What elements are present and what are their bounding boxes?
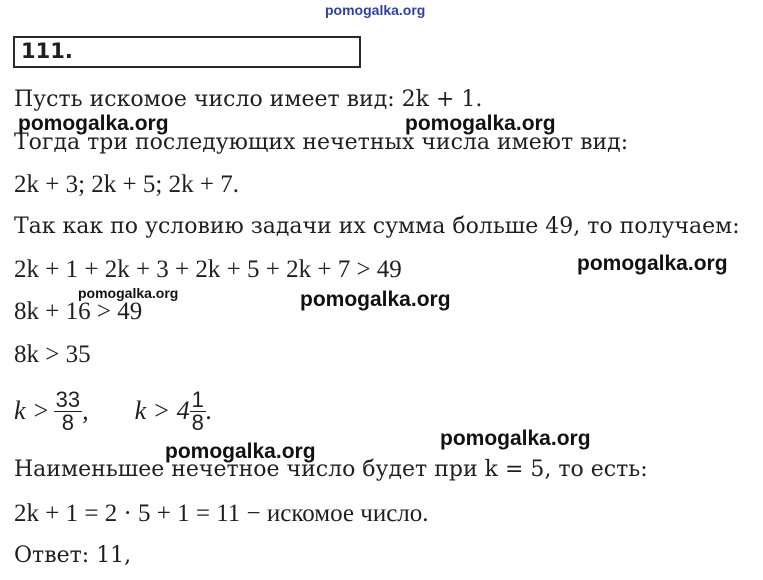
text-line-9: Наименьшее нечетное число будет при k = 5, то есть: [14,457,648,482]
k-inequality-2: k > 4 [134,396,190,425]
watermark-6: pomogalka.org [165,440,316,463]
fraction-denominator: 8 [54,411,82,434]
fraction-denominator: 8 [191,409,204,435]
equation-line-7: 8k > 35 [14,341,91,368]
fraction-33-8 [54,386,82,435]
watermark-1: pomogalka.org [18,112,169,135]
task-number: 111. [21,39,73,63]
watermark-top: pomogalka.org [325,2,426,18]
fraction-1-8 [190,386,206,435]
fraction-numerator: 33 [55,386,81,412]
equation-line-10: 2k + 1 = 2 · 5 + 1 = 11 − искомое число. [14,500,429,527]
k-inequality-1: k > [14,396,50,425]
period: . [205,396,213,425]
text-line-2: Тогда три последующих нечетных числа имеют вид: [14,130,629,155]
equation-line-5: 2k + 1 + 2k + 3 + 2k + 5 + 2k + 7 > 49 [14,256,402,283]
watermark-2: pomogalka.org [405,112,556,135]
watermark-7: pomogalka.org [440,427,591,450]
equation-line-6: 8k + 16 > 49 [14,298,143,325]
task-number-box [13,36,361,68]
watermark-4: pomogalka.org [78,285,179,301]
watermark-3: pomogalka.org [577,252,728,275]
equation-line-3: 2k + 3; 2k + 5; 2k + 7. [14,171,239,198]
fraction-line [14,378,212,444]
text-line-1: Пусть искомое число имеет вид: 2k + 1. [14,87,483,112]
answer-line: Ответ: 11, [14,543,132,568]
fraction-numerator: 1 [191,386,204,412]
text-line-4: Так как по условию задачи их сумма больше 49, то получаем: [14,214,740,239]
watermark-5: pomogalka.org [300,288,451,311]
comma: , [82,396,89,425]
